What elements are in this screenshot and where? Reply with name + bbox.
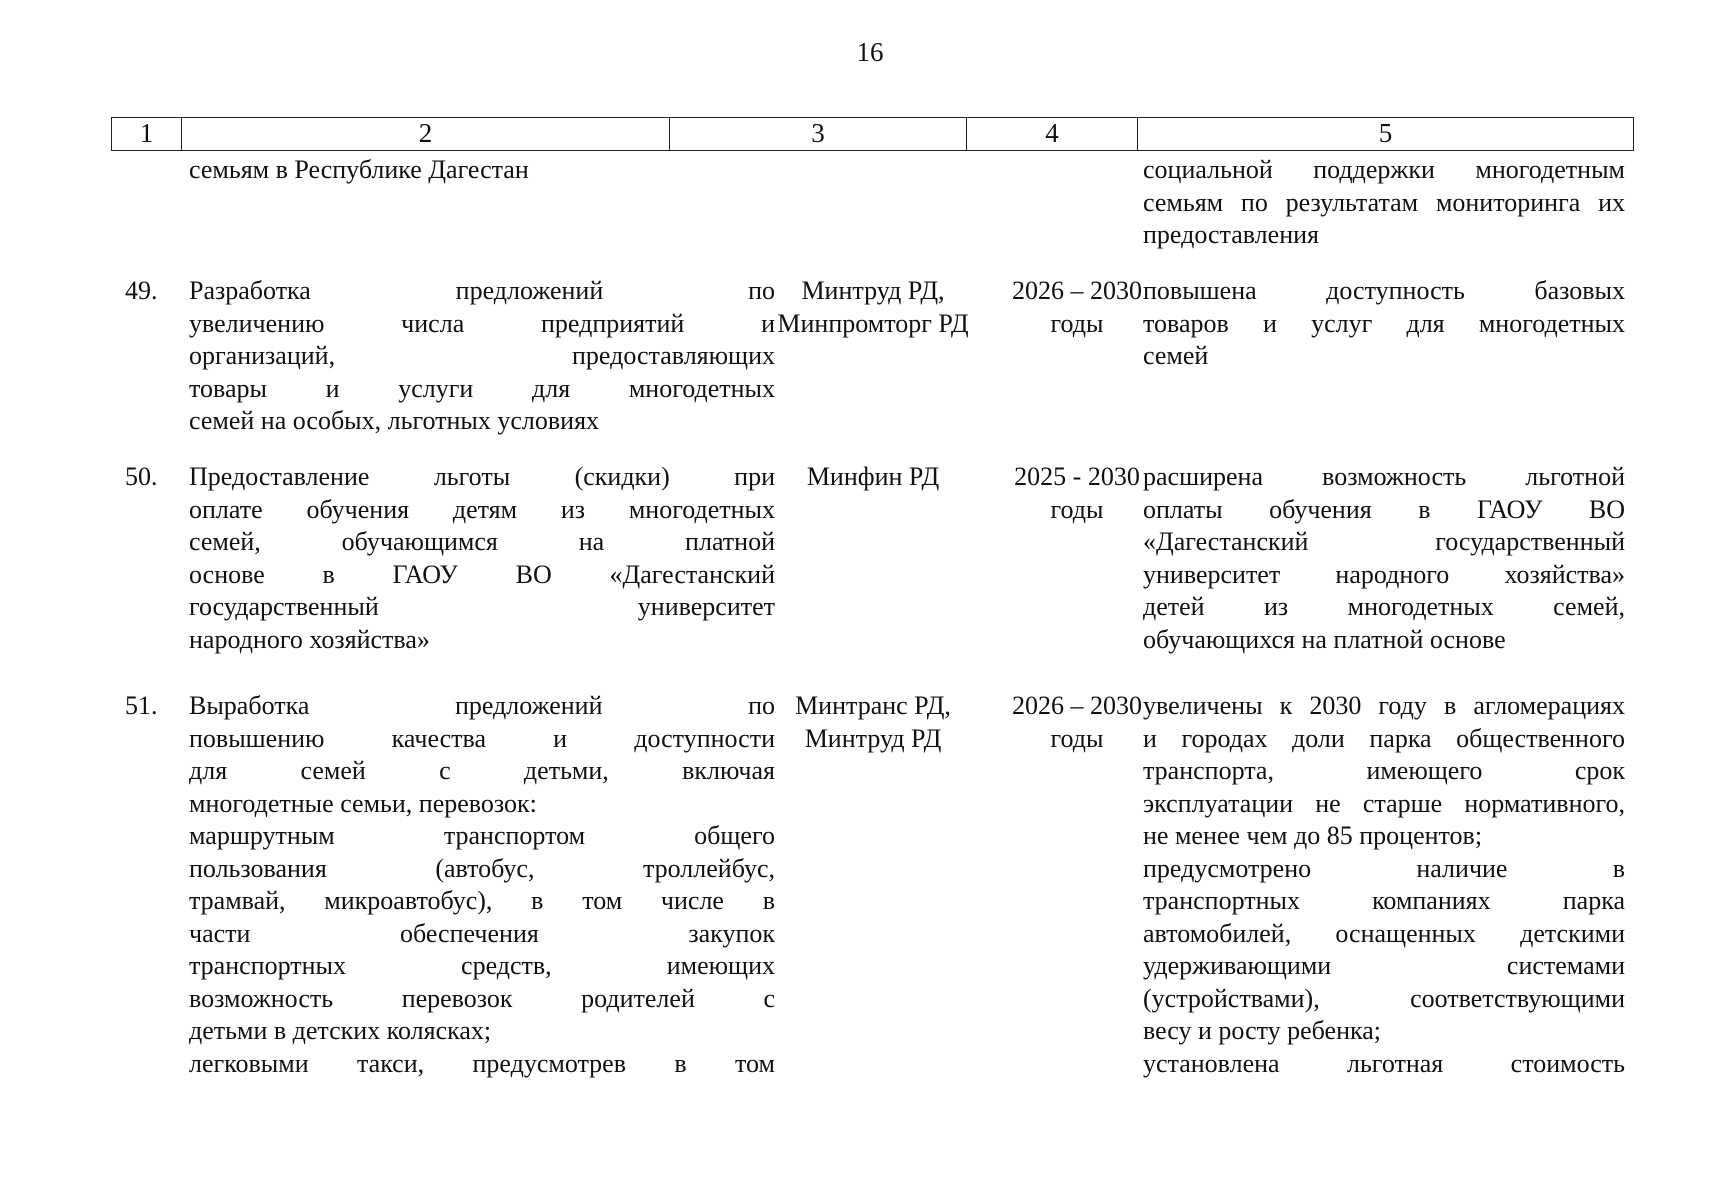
- text-line: годы: [1050, 494, 1104, 524]
- text-line: основе в ГАОУ ВО «Дагестанский: [189, 559, 775, 589]
- text-line: трамвай, микроавтобус), в том числе в: [189, 886, 775, 915]
- text-line: и городах доли парка общественного: [1143, 723, 1625, 753]
- text-line: семей: [1143, 341, 1209, 370]
- text-line: семьям в Республике Дагестан: [189, 155, 529, 184]
- text-line: транспортных компаниях парка: [1143, 886, 1625, 915]
- result-cell: [1143, 154, 1625, 252]
- text-line: семьям по результатам мониторинга их: [1143, 187, 1625, 217]
- text-line: народного хозяйства»: [189, 624, 430, 654]
- text-line: удерживающими системами: [1143, 951, 1625, 980]
- text-line: социальной поддержки многодетным: [1143, 155, 1625, 184]
- text-line: для семей с детьми, включая: [189, 756, 775, 785]
- text-line: не менее чем до 85 процентов;: [1143, 821, 1483, 850]
- text-line: транспортных средств, имеющих: [189, 951, 775, 980]
- page-number: 16: [856, 37, 884, 67]
- text-line: товаров и услуг для многодетных: [1143, 308, 1625, 338]
- text-line: эксплуатации не старше нормативного,: [1143, 788, 1625, 818]
- header-col-4: 4: [967, 118, 1138, 150]
- text-line: Минтранс РД,: [795, 691, 951, 720]
- text-line: Минпромторг РД: [777, 308, 969, 338]
- text-line: весу и росту ребенка;: [1143, 1016, 1382, 1045]
- text-line: повышена доступность базовых: [1143, 276, 1625, 305]
- text-line: установлена льготная стоимость: [1143, 1048, 1625, 1078]
- text-line: государственный университет: [189, 592, 775, 621]
- text-line: детьми в детских колясках;: [189, 1016, 492, 1045]
- header-col-1: 1: [112, 118, 182, 150]
- text-line: «Дагестанский государственный: [1143, 527, 1625, 556]
- text-line: предоставления: [1143, 220, 1319, 249]
- text-line: легковыми такси, предусмотрев в том: [189, 1048, 775, 1078]
- text-line: (устройствами), соответствующими: [1143, 983, 1625, 1013]
- text-line: Минтруд РД,: [801, 276, 945, 305]
- text-line: транспорта, имеющего срок: [1143, 756, 1625, 785]
- text-line: 2026 – 2030: [1012, 691, 1142, 720]
- result-cell: [1143, 461, 1625, 656]
- text-line: Выработка предложений по: [189, 691, 775, 720]
- text-line: Предоставление льготы (скидки) при: [189, 462, 775, 491]
- row-number: 50.: [125, 462, 158, 491]
- row-number: 49.: [125, 276, 158, 305]
- text-line: 2025 - 2030: [1014, 462, 1140, 491]
- text-line: автомобилей, оснащенных детскими: [1143, 918, 1625, 948]
- text-line: пользования (автобус, троллейбус,: [189, 853, 775, 883]
- text-line: увеличены к 2030 году в агломерациях: [1143, 691, 1625, 720]
- text-line: детей из многодетных семей,: [1143, 592, 1625, 621]
- row-number: 51.: [125, 691, 158, 720]
- text-line: оплате обучения детям из многодетных: [189, 494, 775, 524]
- text-line: Минфин РД: [806, 462, 940, 491]
- text-line: части обеспечения закупок: [189, 918, 775, 948]
- activity-cell: [189, 690, 775, 1080]
- text-line: годы: [1050, 723, 1104, 753]
- text-line: многодетные семьи, перевозок:: [189, 788, 537, 818]
- activity-cell: [189, 275, 775, 438]
- activity-cell: [189, 461, 775, 656]
- text-line: обучающихся на платной основе: [1143, 624, 1506, 654]
- result-cell: [1143, 275, 1625, 373]
- text-line: маршрутным транспортом общего: [189, 821, 775, 850]
- header-col-5: 5: [1378, 118, 1393, 148]
- text-line: Разработка предложений по: [189, 276, 775, 305]
- text-line: повышению качества и доступности: [189, 723, 775, 753]
- text-line: Минтруд РД: [804, 723, 942, 753]
- text-line: предусмотрено наличие в: [1143, 853, 1625, 883]
- text-line: увеличению числа предприятий и: [189, 308, 775, 338]
- text-line: товары и услуги для многодетных: [189, 373, 775, 403]
- table-header-row: [111, 117, 1634, 151]
- text-line: университет народного хозяйства»: [1143, 559, 1625, 589]
- text-line: семей, обучающимся на платной: [189, 527, 775, 556]
- activity-cell: [189, 154, 775, 187]
- text-line: семей на особых, льготных условиях: [189, 406, 600, 435]
- text-line: оплаты обучения в ГАОУ ВО: [1143, 494, 1625, 524]
- text-line: 2026 – 2030: [1012, 276, 1142, 305]
- text-line: организаций, предоставляющих: [189, 341, 775, 370]
- text-line: расширена возможность льготной: [1143, 462, 1625, 491]
- text-line: годы: [1050, 308, 1104, 338]
- text-line: возможность перевозок родителей с: [189, 983, 775, 1013]
- result-cell: [1143, 690, 1625, 1080]
- header-col-3: 3: [670, 118, 967, 150]
- header-col-2: 2: [182, 118, 670, 150]
